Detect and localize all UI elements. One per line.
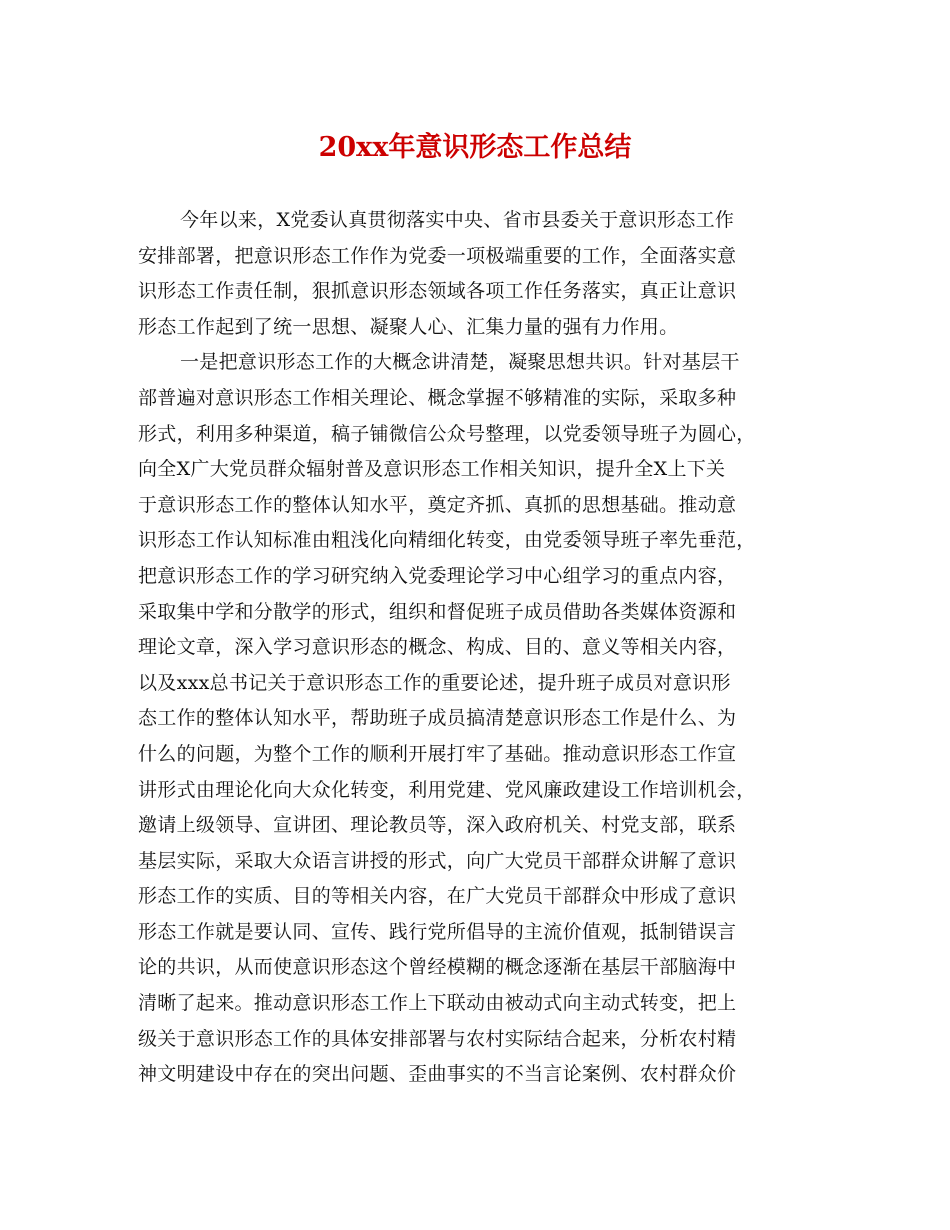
text-line: 理论文章，深入学习意识形态的概念、构成、目的、意义等相关内容， bbox=[138, 636, 737, 659]
text-line: 形态工作的实质、目的等相关内容，在广大党员干部群众中形成了意识 bbox=[138, 885, 737, 908]
text-line: 什么的问题，为整个工作的顺利开展打牢了基础。推动意识形态工作宣 bbox=[138, 742, 737, 765]
text-line: 基层实际，采取大众语言讲授的形式，向广大党员干部群众讲解了意识 bbox=[138, 849, 737, 872]
document-body bbox=[138, 203, 818, 1093]
text-line: 把意识形态工作的学习研究纳入党委理论学习中心组学习的重点内容， bbox=[138, 564, 737, 587]
text-line: 于意识形态工作的整体认知水平，奠定齐抓、真抓的思想基础。推动意 bbox=[138, 493, 737, 516]
text-line: 邀请上级领导、宣讲团、理论教员等，深入政府机关、村党支部，联系 bbox=[138, 814, 737, 837]
text-line: 态工作的整体认知水平，帮助班子成员搞清楚意识形态工作是什么、为 bbox=[138, 707, 737, 730]
text-line: 识形态工作责任制，狠抓意识形态领域各项工作任务落实，真正让意识 bbox=[138, 280, 737, 303]
text-line: 安排部署，把意识形态工作作为党委一项极端重要的工作，全面落实意 bbox=[138, 244, 737, 267]
text-line: 部普遍对意识形态工作相关理论、概念掌握不够精准的实际，采取多种 bbox=[138, 386, 737, 409]
text-line: 清晰了起来。推动意识形态工作上下联动由被动式向主动式转变，把上 bbox=[138, 992, 737, 1015]
text-line: 级关于意识形态工作的具体安排部署与农村实际结合起来，分析农村精 bbox=[138, 1027, 737, 1050]
text-line: 一是把意识形态工作的大概念讲清楚，凝聚思想共识。针对基层干 bbox=[180, 351, 740, 374]
text-line: 讲形式由理论化向大众化转变，利用党建、党风廉政建设工作培训机会， bbox=[138, 778, 756, 801]
text-line: 形态工作起到了统一思想、凝聚人心、汇集力量的强有力作用。 bbox=[138, 315, 679, 338]
text-line: 以及xxx总书记关于意识形态工作的重要论述，提升班子成员对意识形 bbox=[138, 671, 731, 694]
text-line: 识形态工作认知标准由粗浅化向精细化转变，由党委领导班子率先垂范， bbox=[138, 529, 756, 552]
text-line: 论的共识，从而使意识形态这个曾经模糊的概念逐渐在基层干部脑海中 bbox=[138, 956, 737, 979]
text-line: 采取集中学和分散学的形式，组织和督促班子成员借助各类媒体资源和 bbox=[138, 600, 737, 623]
text-line: 今年以来，X党委认真贯彻落实中央、省市县委关于意识形态工作 bbox=[180, 209, 735, 231]
document-title: 20xx年意识形态工作总结 bbox=[318, 132, 632, 163]
text-line: 向全X广大党员群众辐射普及意识形态工作相关知识，提升全X上下关 bbox=[138, 458, 726, 481]
text-line: 神文明建设中存在的突出问题、歪曲事实的不当言论案例、农村群众价 bbox=[138, 1063, 737, 1086]
text-line: 形态工作就是要认同、宣传、践行党所倡导的主流价值观，抵制错误言 bbox=[138, 920, 737, 943]
text-line: 形式，利用多种渠道，稿子铺微信公众号整理，以党委领导班子为圆心， bbox=[138, 422, 756, 445]
